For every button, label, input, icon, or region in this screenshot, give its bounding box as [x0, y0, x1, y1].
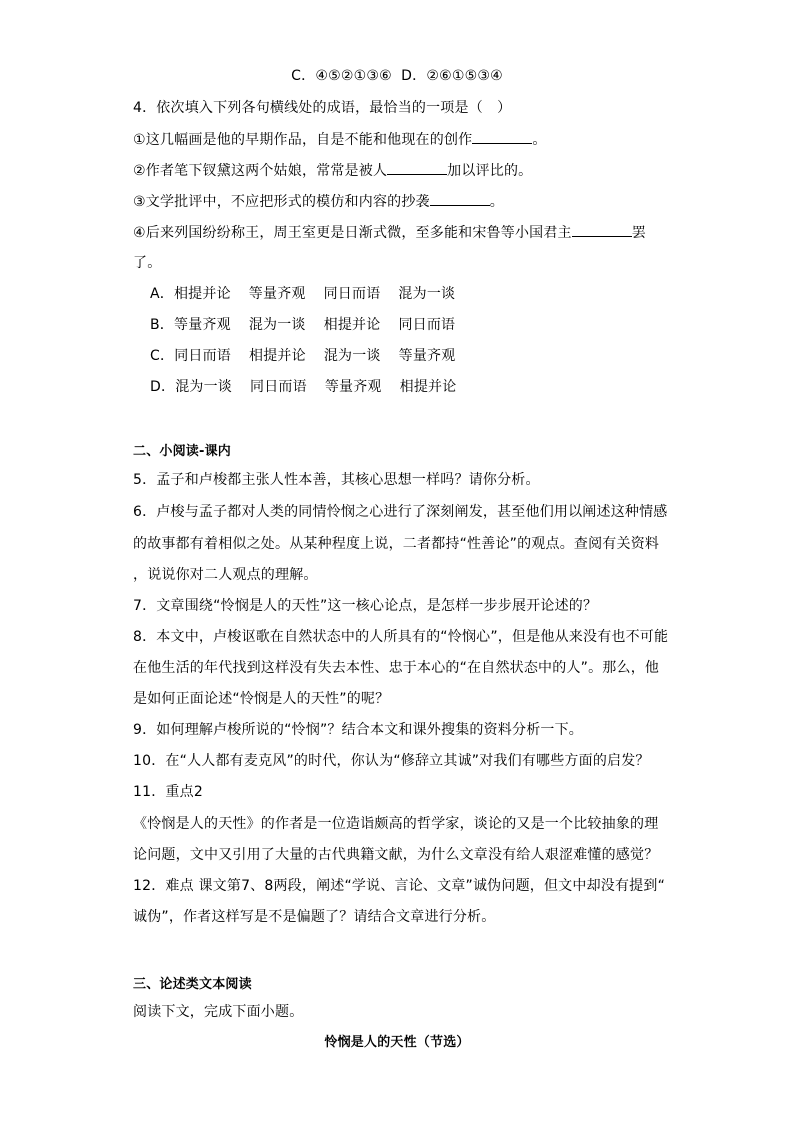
question-12-line-1: 12．难点 课文第7、8两段，阐述“学说、言论、文章”诚伪问题，但文中却没有提到“ [133, 878, 666, 894]
question-10: 10．在“人人都有麦克风”的时代，你认为“修辞立其诚”对我们有哪些方面的启发？ [133, 753, 650, 769]
q3-options-cd [0, 66, 794, 86]
question-6-line-1: 6．卢梭与孟子都对人类的同情怜悯之心进行了深刻阐发，甚至他们用以阐述这种情感 [133, 504, 668, 520]
passage-title: 怜悯是人的天性（节选） [324, 1035, 470, 1050]
question-12-line-2: 诚伪”，作者这样写是不是偏题了？请结合文章进行分析。 [133, 909, 496, 925]
answer-blank [572, 222, 632, 237]
section-2-heading: 二、小阅读-课内 [133, 444, 231, 459]
q4-option-c: C．同日而语 相提并论 混为一谈 等量齐观 [150, 348, 456, 364]
question-8-line-1: 8．本文中，卢梭讴歌在自然状态中的人所具有的“怜悯心”，但是他从来没有也不可能 [133, 629, 669, 645]
q4-option-d: D．混为一谈 同日而语 等量齐观 相提并论 [150, 379, 457, 395]
section-3-heading: 三、论述类文本阅读 [133, 977, 252, 992]
question-5: 5．孟子和卢梭都主张人性本善，其核心思想一样吗？请你分析。 [133, 472, 540, 488]
question-11-line-2: 论问题，文中又引用了大量的古代典籍文献，为什么文章没有给人艰涩难懂的感觉？ [133, 847, 659, 863]
answer-blank [387, 160, 447, 175]
question-11-line-1: 《怜悯是人的天性》的作者是一位造诣颇高的哲学家，谈论的又是一个比较抽象的理 [133, 816, 659, 832]
q4-option-b: B．等量齐观 混为一谈 相提并论 同日而语 [150, 317, 456, 333]
answer-blank [430, 191, 490, 206]
q4-sentence-1: ①这几幅画是他的早期作品，自是不能和他现在的创作 。 [133, 129, 547, 150]
q3-option-c: C．④⑤②①③⑥ [291, 68, 392, 84]
question-8-line-2: 在他生活的年代找到这样没有失去本性、忠于本心的“在自然状态中的人”。那么，他 [133, 660, 660, 676]
section-3-intro: 阅读下文，完成下面小题。 [133, 1004, 304, 1020]
q4-sentence-4-cont: 了。 [133, 255, 162, 271]
q4-sentence-4: ④后来列国纷纷称王，周王室更是日渐式微，至多能和宋鲁等小国君主 罢 [133, 222, 646, 243]
question-8-line-3: 是如何正面论述“怜悯是人的天性”的呢？ [133, 691, 390, 707]
q4-sentence-3: ③文学批评中，不应把形式的模仿和内容的抄袭 。 [133, 191, 504, 212]
q4-stem: 4．依次填入下列各句横线处的成语，最恰当的一项是（ ） [133, 100, 512, 116]
question-11-label: 11．重点2 [133, 784, 203, 800]
question-6-line-3: ，说说你对二人观点的理解。 [133, 567, 318, 583]
question-9: 9．如何理解卢梭所说的“怜悯”？结合本文和课外搜集的资料分析一下。 [133, 722, 584, 738]
question-6-line-2: 的故事都有着相似之处。从某种程度上说，二者都持“性善论”的观点。查阅有关资料 [133, 536, 660, 552]
q4-sentence-2: ②作者笔下钗黛这两个姑娘，常常是被人 加以评比的。 [133, 160, 532, 181]
q4-option-a: A．相提并论 等量齐观 同日而语 混为一谈 [150, 286, 456, 302]
question-7: 7．文章围绕“怜悯是人的天性”这一核心论点，是怎样一步步展开论述的？ [133, 598, 598, 614]
q3-option-d: D．②⑥①⑤③④ [401, 68, 503, 84]
answer-blank [472, 129, 532, 144]
